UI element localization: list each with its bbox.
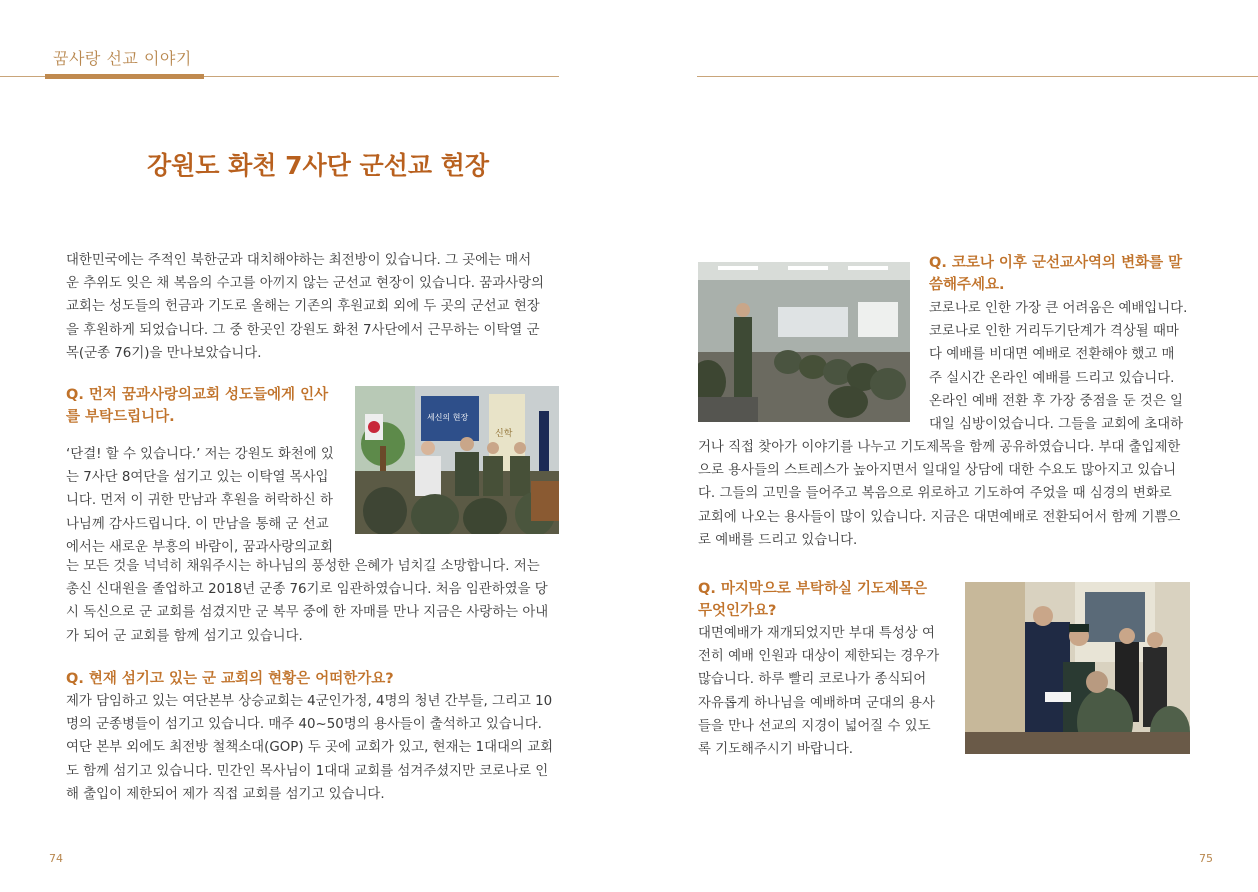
text-line: 니다. 먼저 이 귀한 만남과 후원을 허락하신 하 — [66, 493, 333, 509]
text-line: 여단 본부 외에도 최전방 철책소대(GOP) 두 곳에 교회가 있고, 현재는 1대대의 교회 — [66, 740, 554, 756]
question-4 — [698, 578, 960, 622]
page-number-right: 75 — [1199, 852, 1213, 865]
answer-1-wide — [66, 555, 561, 648]
text-line: 가 되어 군 교회를 함께 섬기고 있습니다. — [66, 628, 303, 644]
question-line: 현재 섬기고 있는 군 교회의 현황은 어떠한가요? — [88, 671, 394, 687]
q-mark-icon: Q. — [698, 581, 716, 597]
text-line: 다. 그들의 고민을 들어주고 복음으로 위로하고 기도하여 주었을 때 심경의 변화로 — [698, 486, 1172, 502]
question-line: 씀해주세요. — [929, 277, 1005, 293]
text-line: 는 7사단 8여단을 섬기고 있는 이탁열 목사입 — [66, 470, 329, 486]
text-line: 나님께 감사드립니다. 이 만남을 통해 군 선교 — [66, 516, 329, 532]
q-mark-icon: Q. — [66, 387, 84, 403]
text-line: 록 기도해주시기 바랍니다. — [698, 742, 854, 758]
text-line: 많습니다. 하루 빨리 코로나가 종식되어 — [698, 672, 927, 688]
text-line: 명의 군종병들이 섬기고 있습니다. 매주 40~50명의 용사들이 출석하고 있습니다. — [66, 717, 542, 733]
screen-text: 세신의 현장 — [427, 413, 469, 422]
article-title: 강원도 화천 7사단 군선교 현장 — [146, 151, 489, 180]
text-line: 운 추위도 잊은 채 복음의 수고를 아끼지 않는 군선교 현장이 있습니다. 꿈과사랑의 — [66, 276, 544, 292]
question-line: 코로나 이후 군선교사역의 변화를 말 — [951, 255, 1183, 271]
text-line: 들을 만나 선교의 지경이 넓어질 수 있도 — [698, 718, 931, 734]
question-line: 먼저 꿈과사랑의교회 성도들에게 인사 — [88, 387, 329, 403]
intro-paragraph — [66, 249, 561, 365]
question-2 — [66, 668, 561, 690]
chapel-soldiers-photo — [698, 262, 910, 422]
text-line: 시 독신으로 군 교회를 섬겼지만 군 복무 중에 한 자매를 만나 지금은 사랑하는 아내 — [66, 605, 549, 621]
text-line: 교회에 나오는 용사들이 많이 있습니다. 지금은 대면예배로 전환되어서 함께 기쁨으 — [698, 509, 1181, 525]
church-service-photo — [355, 386, 559, 534]
text-line: 대면예배가 재개되었지만 부대 특성상 여 — [698, 626, 935, 641]
answer-2 — [66, 690, 561, 806]
question-3 — [929, 252, 1194, 296]
question-1 — [66, 384, 351, 428]
text-line: 으로 용사들의 스트레스가 높아지면서 일대일 상담에 대한 수요도 많아지고 있습니 — [698, 463, 1177, 479]
text-line: 교회는 성도들의 헌금과 기도로 올해는 기존의 후원교회 외에 두 곳의 군선교 현장 — [66, 299, 540, 315]
question-line: 마지막으로 부탁하실 기도제목은 — [720, 581, 928, 597]
section-label: 꿈사랑 선교 이야기 — [53, 49, 192, 68]
baptism-photo — [965, 582, 1190, 754]
text-line: 도 함께 섬기고 있습니다. 민간인 목사님이 1대대 교회를 섬겨주셨지만 코로나로 인 — [66, 763, 549, 779]
question-line: 를 부탁드립니다. — [66, 409, 175, 425]
text-line: 해 출입이 제한되어 제가 직접 교회를 섬기고 있습니다. — [66, 786, 385, 802]
text-line: 주 실시간 온라인 예배를 드리고 있습니다. — [929, 370, 1175, 386]
text-line: 목(군종 76기)을 만나보았습니다. — [66, 345, 262, 361]
text-line: 다 예배를 비대면 예배로 전환해야 했고 매 — [929, 347, 1175, 363]
header-rule-accent — [45, 74, 204, 79]
text-line: 총신 신대원을 졸업하고 2018년 군종 76기로 임관하였습니다. 처음 임관하였을 당 — [66, 582, 548, 598]
text-line: 코로나로 인한 거리두기단계가 격상될 때마 — [929, 324, 1179, 340]
answer-1-narrow — [66, 443, 351, 559]
question-line: 무엇인가요? — [698, 603, 777, 619]
q-mark-icon: Q. — [929, 255, 947, 271]
banner-text: 신학 — [495, 429, 513, 439]
text-line: 자유롭게 하나님을 예배하며 군대의 용사 — [698, 695, 935, 711]
answer-3-wide — [698, 436, 1194, 552]
text-line: 코로나로 인한 가장 큰 어려움은 예배입니다. — [929, 301, 1188, 316]
header-rule-right — [697, 76, 1258, 77]
answer-3-narrow — [929, 297, 1194, 436]
text-line: 에서는 새로운 부흥의 바람이, 꿈과사랑의교회 — [66, 539, 334, 555]
text-line: 제가 담임하고 있는 여단본부 상승교회는 4군인가정, 4명의 청년 간부들, 그리고 10 — [66, 694, 553, 709]
text-line: ‘단결! 할 수 있습니다.’ 저는 강원도 화천에 있 — [66, 447, 334, 462]
text-line: 대한민국에는 주적인 북한군과 대치해야하는 최전방이 있습니다. 그 곳에는 매서 — [66, 253, 532, 268]
text-line: 온라인 예배 전환 후 가장 중점을 둔 것은 일 — [929, 393, 1183, 409]
text-line: 는 모든 것을 넉넉히 채워주시는 하나님의 풍성한 은혜가 넘치길 소망합니다. 저는 — [66, 559, 540, 574]
text-line: 대일 심방이었습니다. 그들을 교회에 초대하 — [929, 417, 1184, 433]
q-mark-icon: Q. — [66, 671, 84, 687]
text-line: 전히 예배 인원과 대상이 제한되는 경우가 — [698, 649, 940, 665]
text-line: 거나 직접 찾아가 이야기를 나누고 기도제목을 함께 공유하였습니다. 부대 출입제한 — [698, 440, 1181, 455]
answer-4 — [698, 622, 946, 761]
text-line: 로 예배를 드리고 있습니다. — [698, 532, 858, 548]
page-number-left: 74 — [49, 852, 63, 865]
text-line: 을 후원하게 되었습니다. 그 중 한곳인 강원도 화천 7사단에서 근무하는 이탁열 군 — [66, 322, 540, 338]
